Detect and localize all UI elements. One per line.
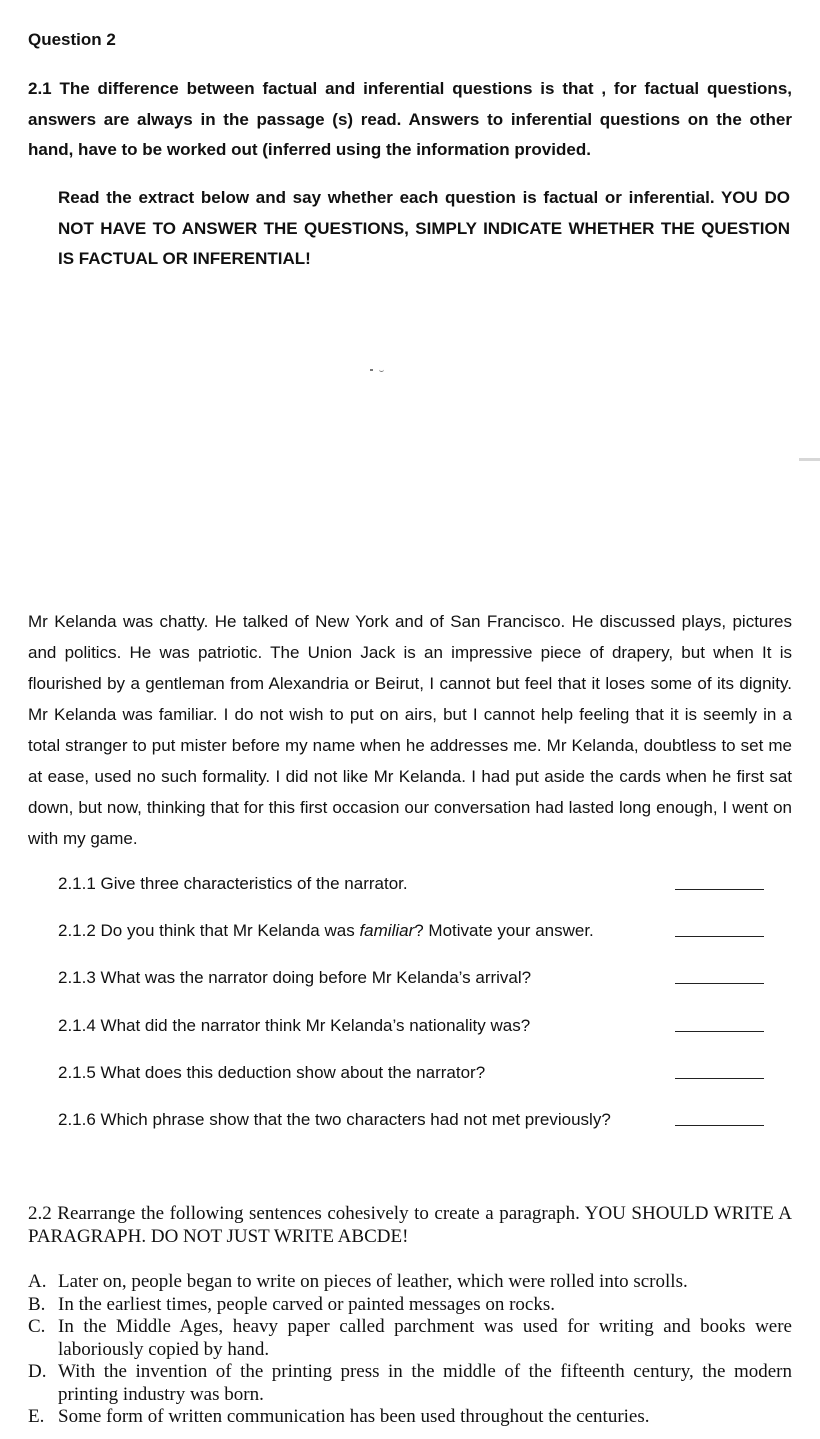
question-item bbox=[58, 870, 768, 917]
question-item bbox=[58, 917, 768, 964]
answer-line[interactable] bbox=[675, 1031, 764, 1032]
question-text: 2.1.3 What was the narrator doing before Mr Kelanda’s arrival? bbox=[58, 968, 532, 988]
question-item bbox=[58, 1059, 768, 1106]
list-item-text: In the Middle Ages, heavy paper called parchment was used for writing and books were laboriously copied by hand. bbox=[58, 1316, 792, 1360]
list-item-letter: C. bbox=[28, 1316, 46, 1337]
list-item bbox=[28, 1361, 792, 1406]
answer-line[interactable] bbox=[675, 1125, 764, 1126]
scan-speck bbox=[370, 369, 373, 371]
question-text-post: ? Motivate your answer. bbox=[414, 921, 594, 941]
question-text: 2.1.6 Which phrase show that the two characters had not met previously? bbox=[58, 1109, 611, 1129]
question-2-2: 2.2 Rearrange the following sentences cohesively to create a paragraph. YOU SHOULD WRITE A PARAGRAPH. DO NOT JUST WRITE ABCDE! bbox=[28, 1203, 792, 1247]
list-item bbox=[28, 1294, 792, 1317]
list-item bbox=[28, 1406, 792, 1429]
intro-paragraph: 2.1 The difference between factual and inferential questions is that , for factual questions, answers are always in the passage (s) read. Answers to inferential questions on the other hand, have to be worked out (inferred using the information provided. bbox=[28, 79, 792, 159]
instruction-paragraph: Read the extract below and say whether each question is factual or inferential. YOU DO NOT HAVE TO ANSWER THE QUESTIONS, SIMPLY INDICATE WHETHER THE QUESTION IS FACTUAL OR INFERENTIAL! bbox=[58, 188, 790, 268]
list-item-text: With the invention of the printing press in the middle of the fifteenth century, the modern printing industry was born. bbox=[58, 1361, 792, 1405]
question-text: 2.1.4 What did the narrator think Mr Kelanda’s nationality was? bbox=[58, 1015, 531, 1035]
sentence-list bbox=[28, 1271, 792, 1429]
list-item bbox=[28, 1271, 792, 1294]
question-item bbox=[58, 1106, 768, 1153]
list-item-letter: A. bbox=[28, 1271, 47, 1292]
question-text: 2.1.1 Give three characteristics of the narrator. bbox=[58, 874, 408, 893]
list-item-letter: D. bbox=[28, 1361, 47, 1382]
question-title: Question 2 bbox=[28, 30, 116, 49]
passage-extract: Mr Kelanda was chatty. He talked of New York and of San Francisco. He discussed plays, pictures and politics. He was patriotic. The Union Jack is an impressive piece of drapery, but when It is flourished by a gentleman from Alexandria or Beirut, I cannot but feel that it loses some of its dignity. Mr Kelanda was familiar. I do not wish to put on airs, but I cannot help feeling that it is seemly in a total stranger to put mister before my name when he addresses me. Mr Kelanda, doubtless to set me at ease, used no such formality. I did not like Mr Kelanda. I had put aside the cards when he first sat down, but now, thinking that for this first occasion our conversation had lasted long enough, I went on with my game. bbox=[28, 612, 792, 848]
list-item-letter: B. bbox=[28, 1293, 46, 1315]
answer-line[interactable] bbox=[675, 936, 764, 937]
question-text: 2.1.5 What does this deduction show about the narrator? bbox=[58, 1062, 486, 1082]
scan-speck bbox=[379, 368, 384, 372]
answer-line[interactable] bbox=[675, 889, 764, 890]
question-list bbox=[58, 870, 768, 1153]
list-item bbox=[28, 1316, 792, 1361]
question-text-pre: 2.1.2 Do you think that Mr Kelanda was bbox=[58, 921, 360, 941]
list-item-text: Later on, people began to write on pieces of leather, which were rolled into scrolls. bbox=[58, 1271, 688, 1292]
question-item bbox=[58, 964, 768, 1011]
list-item-text: Some form of written communication has been used throughout the centuries. bbox=[58, 1406, 650, 1427]
answer-line[interactable] bbox=[675, 1078, 764, 1079]
list-item-text: In the earliest times, people carved or painted messages on rocks. bbox=[58, 1293, 555, 1315]
list-item-letter: E. bbox=[28, 1406, 45, 1427]
scroll-indicator bbox=[799, 458, 820, 461]
answer-line[interactable] bbox=[675, 983, 764, 984]
question-item bbox=[58, 1012, 768, 1059]
question-text bbox=[58, 921, 594, 941]
question-text-emphasis: familiar bbox=[359, 921, 415, 941]
